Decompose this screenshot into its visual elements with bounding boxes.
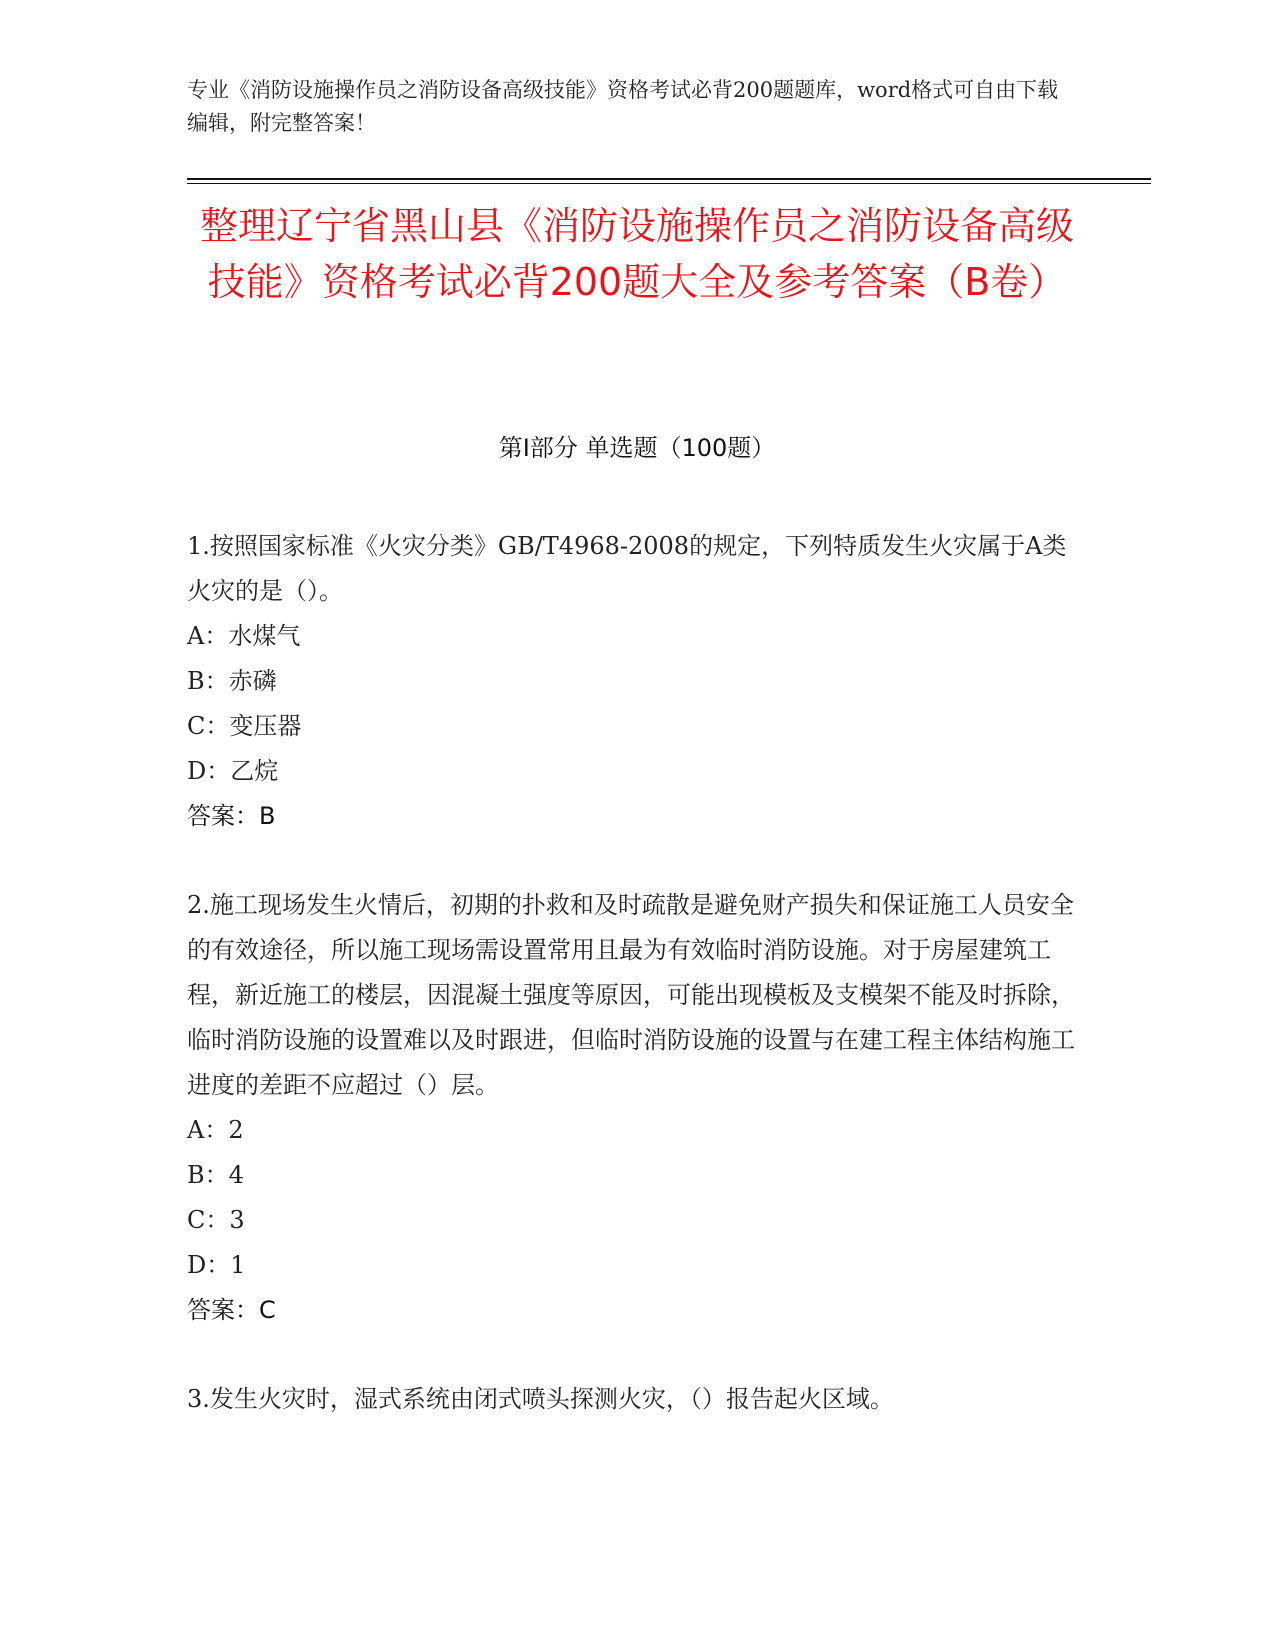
question-spacer	[187, 1333, 1077, 1377]
question-stem: 2.施工现场发生火情后，初期的扑救和及时疏散是避免财产损失和保证施工人员安全的有效途径，所以施工现场需设置常用且最为有效临时消防设施。对于房屋建筑工程，新近施工的楼层，因混凝土强度等原因，可能出现模板及支模架不能及时拆除，临时消防设施的设置难以及时跟进，但临时消防设施的设置与在建工程主体结构施工进度的差距不应超过（）层。	[187, 891, 1075, 1099]
option-a: A：2	[187, 1116, 244, 1144]
question-3	[187, 1377, 1077, 1422]
option-a: A：水煤气	[187, 622, 301, 650]
option-d: D：乙烷	[187, 757, 279, 785]
answer: 答案：B	[187, 802, 276, 830]
option-b: B：4	[187, 1161, 244, 1189]
header-note: 专业《消防设施操作员之消防设备高级技能》资格考试必背200题题库，word格式可自由下载编辑，附完整答案！	[187, 78, 1059, 135]
option-c: C：变压器	[187, 712, 302, 740]
question-stem: 3.发生火灾时，湿式系统由闭式喷头探测火灾，（）报告起火区域。	[187, 1385, 894, 1413]
question-stem: 1.按照国家标准《火灾分类》GB/T4968-2008的规定，下列特质发生火灾属于A类火灾的是（）。	[187, 532, 1067, 605]
header-divider	[187, 178, 1151, 180]
question-2	[187, 883, 1077, 1333]
header-divider-thin	[187, 183, 1151, 184]
question-spacer	[187, 839, 1077, 883]
document-title: 整理辽宁省黑山县《消防设施操作员之消防设备高级技能》资格考试必背200题大全及参考答案（B卷）	[199, 204, 1074, 304]
question-list	[187, 524, 1077, 1422]
answer: 答案：C	[187, 1296, 276, 1324]
question-1	[187, 524, 1077, 839]
option-d: D：1	[187, 1251, 246, 1279]
option-c: C：3	[187, 1206, 245, 1234]
option-b: B：赤磷	[187, 667, 277, 695]
section-title: 第Ⅰ部分 单选题（100题）	[498, 434, 776, 462]
